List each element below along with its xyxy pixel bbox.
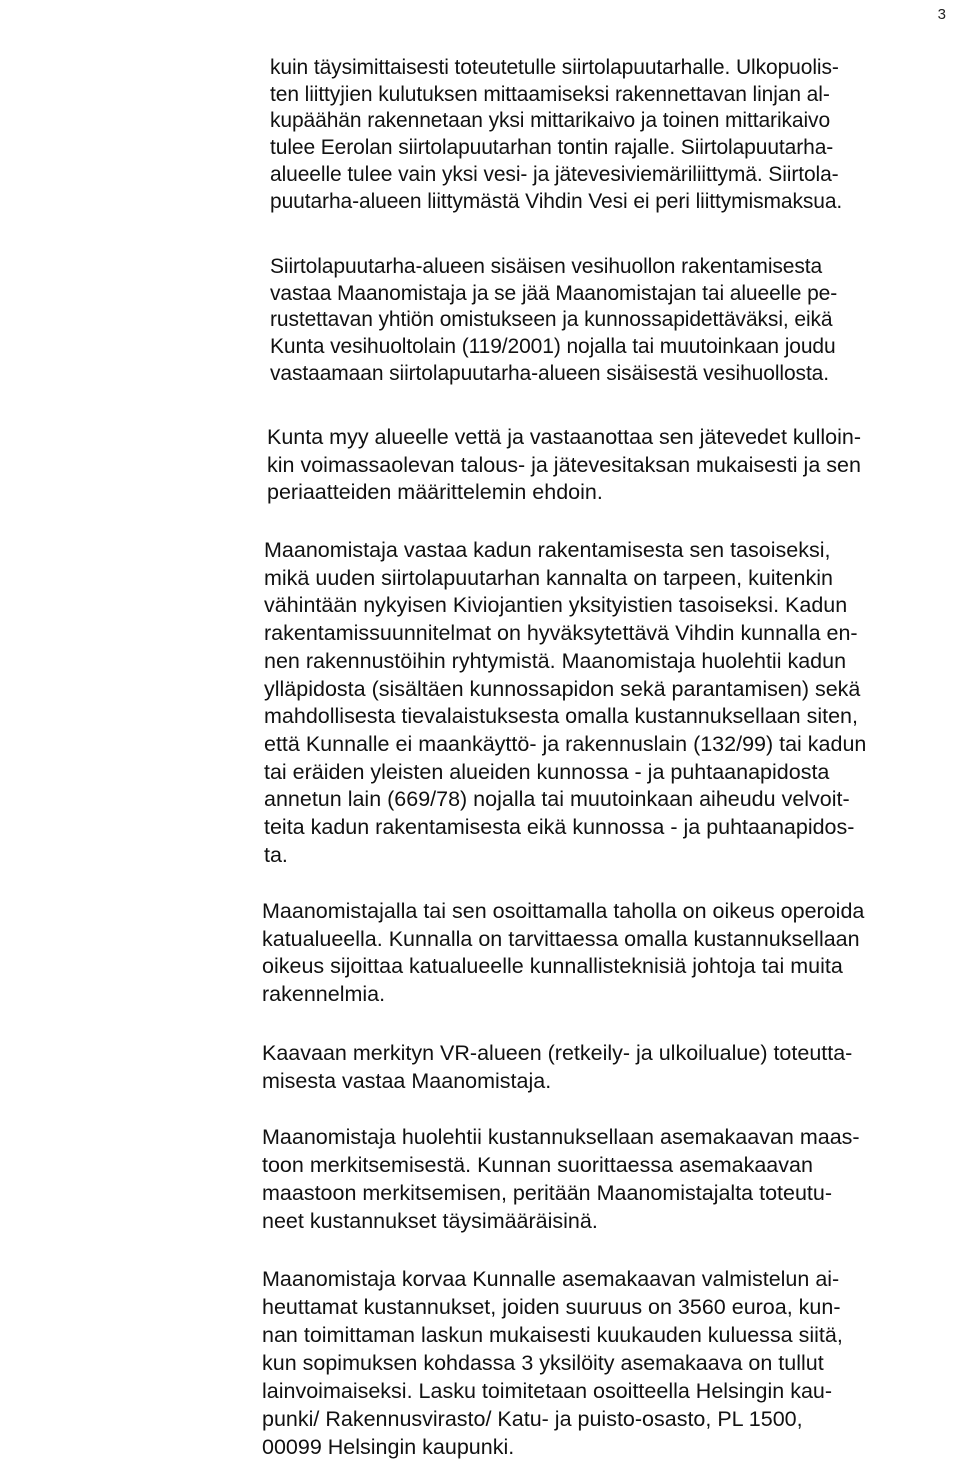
text-line: annetun lain (669/78) nojalla tai muutoinkaan aiheudu velvoit-	[264, 787, 850, 812]
text-line: ylläpidosta (sisältäen kunnossapidon sekä parantamisen) sekä	[264, 676, 861, 701]
paragraph-plan-marking	[262, 1123, 960, 1235]
text-line: heuttamat kustannukset, joiden suuruus on 3560 euroa, kun-	[262, 1295, 841, 1319]
text-line: Kaavaan merkityn VR-alueen (retkeily- ja ulkoilualue) toteutta-	[262, 1041, 853, 1065]
paragraph-street-construction	[264, 537, 960, 869]
text-line: Siirtolapuutarha-alueen sisäisen vesihuollon rakentamisesta	[270, 255, 823, 278]
text-line: punki/ Rakennusvirasto/ Katu- ja puisto-osasto, PL 1500,	[262, 1407, 803, 1431]
text-line: vastaa Maanomistaja ja se jää Maanomistajan tai alueelle pe-	[270, 281, 838, 305]
text-line: nen rakennustöihin ryhtymistä. Maanomistaja huolehtii kadun	[264, 648, 847, 673]
text-line: rustettavan yhtiön omistukseen ja kunnossapidettäväksi, eikä	[270, 308, 833, 332]
text-line: lainvoimaiseksi. Lasku toimitetaan osoitteella Helsingin kau-	[262, 1379, 833, 1403]
paragraph-internal-water-supply	[270, 254, 960, 388]
text-line: Maanomistaja vastaa kadun rakentamisesta sen tasoiseksi,	[264, 538, 831, 562]
text-line: kupäähän rakennetaan yksi mittarikaivo ja toinen mittarikaivo	[270, 109, 831, 133]
text-line: ten liittyjien kulutuksen mittaamiseksi rakennettavan linjan al-	[270, 82, 830, 106]
text-line: kin voimassaolevan talous- ja jätevesitaksan mukaisesti ja sen	[267, 452, 861, 477]
page-number: 3	[937, 6, 946, 23]
text-line: että Kunnalle ei maankäyttö- ja rakennuslain (132/99) tai kadun	[264, 731, 867, 756]
text-line: misesta vastaa Maanomistaja.	[262, 1069, 552, 1093]
text-line: teita kadun rakentamisesta eikä kunnossa - ja puhtaanapidos-	[264, 815, 855, 840]
text-line: rakennelmia.	[262, 982, 386, 1007]
text-line: rakentamissuunnitelmat on hyväksytettävä Vihdin kunnalla en-	[264, 621, 858, 646]
text-line: periaatteiden määrittelemin ehdoin.	[267, 480, 603, 504]
text-line: mahdollisesta tievalaistuksesta omalla kustannuksellaan siten,	[264, 704, 858, 729]
text-line: Maanomistaja huolehtii kustannuksellaan asemakaavan maas-	[262, 1125, 860, 1149]
paragraph-water-sales	[267, 424, 960, 507]
paragraph-water-connection	[270, 55, 960, 215]
paragraph-vr-area	[262, 1039, 960, 1095]
text-line: Kunta vesihuoltolain (119/2001) nojalla tai muutoinkaan joudu	[270, 335, 836, 359]
text-line: vastaamaan siirtolapuutarha-alueen sisäisestä vesihuollosta.	[270, 361, 829, 385]
text-line: oikeus sijoittaa katualueelle kunnallisteknisiä johtoja tai muita	[262, 954, 843, 979]
text-line: katualueella. Kunnalla on tarvittaessa omalla kustannuksellaan	[262, 926, 860, 951]
text-line: Maanomistaja korvaa Kunnalle asemakaavan valmistelun ai-	[262, 1267, 840, 1291]
text-line: toon merkitsemisestä. Kunnan suorittaessa asemakaavan	[262, 1153, 813, 1177]
text-line: nan toimittaman laskun mukaisesti kuukauden kuluessa siitä,	[262, 1323, 843, 1347]
text-line: vähintään nykyisen Kiviojantien yksityistien tasoiseksi. Kadun	[264, 593, 848, 618]
text-line: 00099 Helsingin kaupunki.	[262, 1435, 515, 1459]
text-line: neet kustannukset täysimääräisinä.	[262, 1209, 598, 1233]
text-line: tulee Eerolan siirtolapuutarhan tontin rajalle. Siirtolapuutarha-	[270, 136, 834, 160]
text-line: puutarha-alueen liittymästä Vihdin Vesi ei peri liittymismaksua.	[270, 189, 843, 213]
text-line: alueelle tulee vain yksi vesi- ja jätevesiviemäriliittymä. Siirtola-	[270, 162, 839, 186]
text-line: ta.	[264, 842, 288, 867]
text-line: tai eräiden yleisten alueiden kunnossa - ja puhtaanapidosta	[264, 759, 830, 784]
text-line: Kunta myy alueelle vettä ja vastaanottaa sen jätevedet kulloin-	[267, 425, 862, 449]
text-line: maastoon merkitsemisen, peritään Maanomistajalta toteutu-	[262, 1181, 833, 1205]
text-line: kun sopimuksen kohdassa 3 yksilöity asemakaava on tullut	[262, 1351, 824, 1375]
paragraph-plan-costs	[262, 1265, 960, 1461]
paragraph-street-area-rights	[262, 898, 960, 1009]
text-line: kuin täysimittaisesti toteutetulle siirtolapuutarhalle. Ulkopuolis-	[270, 56, 839, 79]
text-line: mikä uuden siirtolapuutarhan kannalta on tarpeen, kuitenkin	[264, 565, 833, 590]
text-line: Maanomistajalla tai sen osoittamalla taholla on oikeus operoida	[262, 899, 865, 923]
